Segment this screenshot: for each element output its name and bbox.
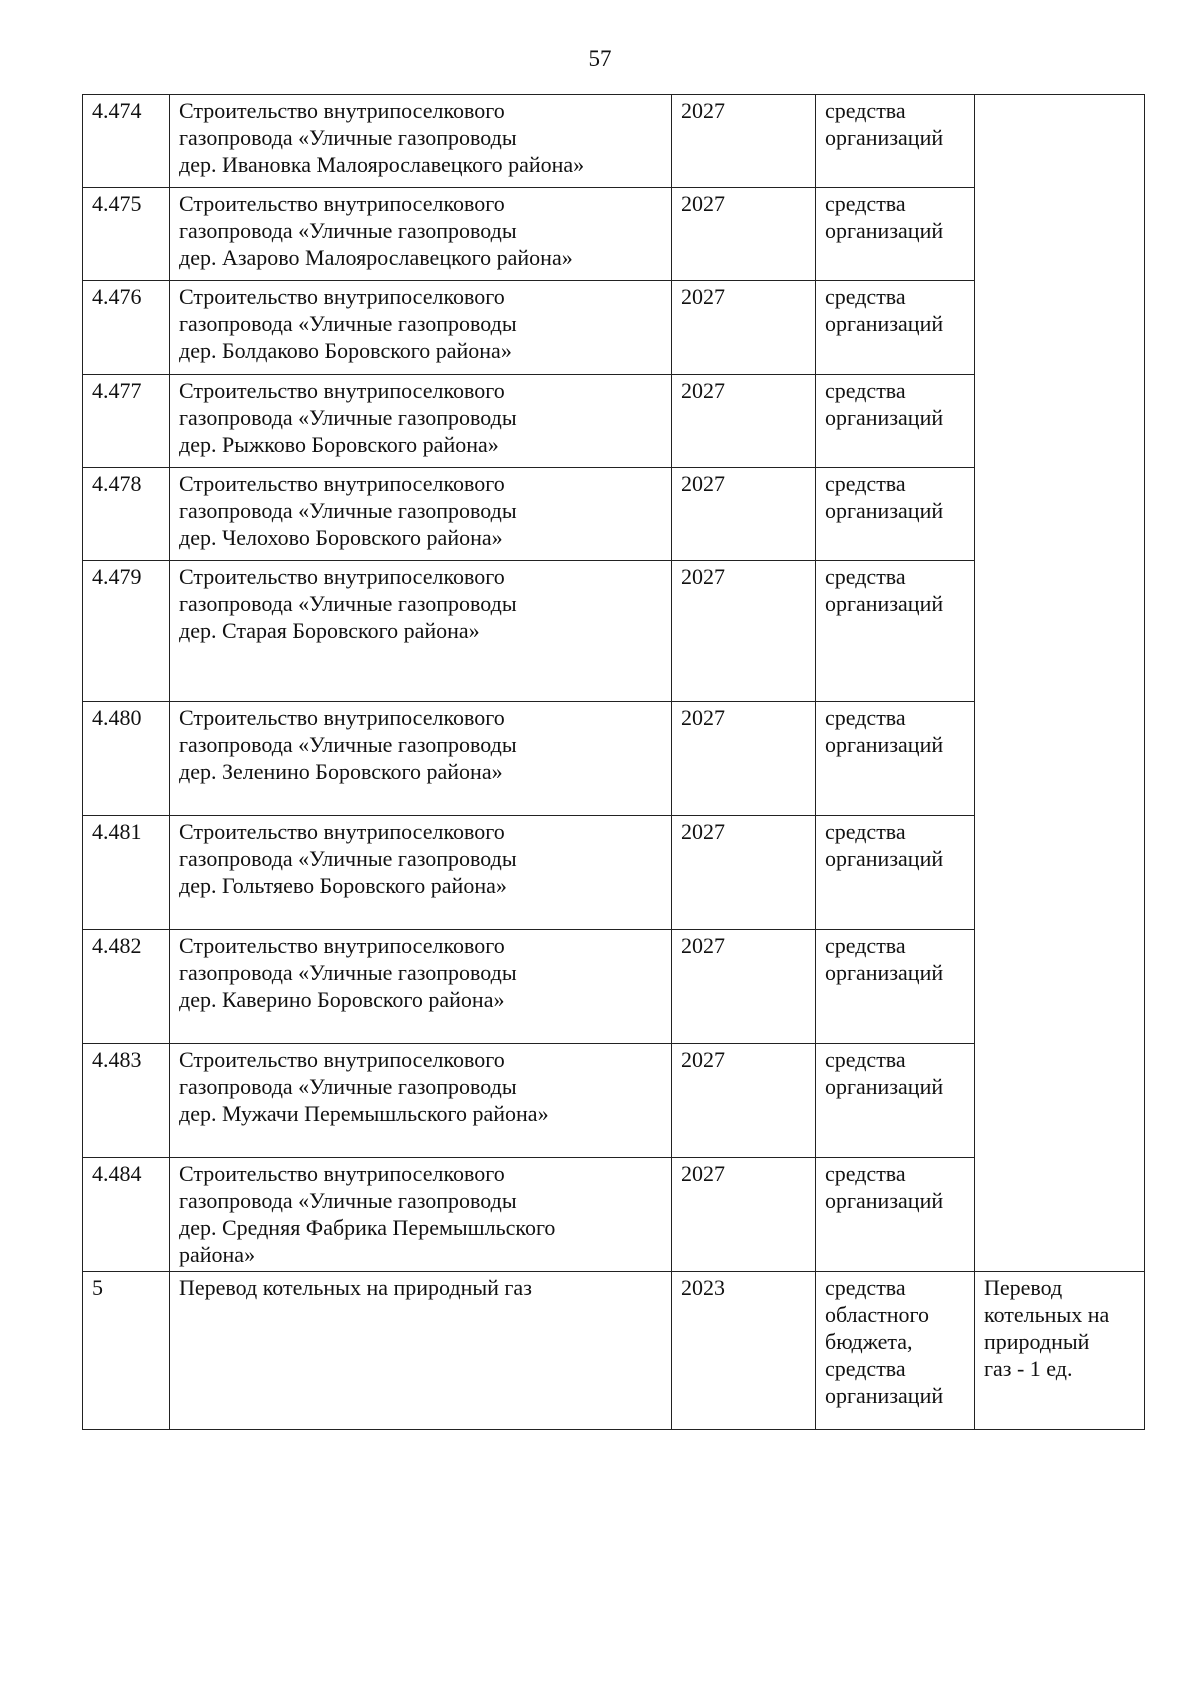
- funding-line: средства: [825, 98, 906, 123]
- description-line: дер. Ивановка Малоярославецкого района»: [179, 152, 585, 177]
- implementation-year: 2027: [672, 930, 816, 1044]
- implementation-year: 2027: [672, 95, 816, 188]
- result-line: котельных на: [984, 1302, 1110, 1327]
- description-line: газопровода «Уличные газопроводы: [179, 311, 517, 336]
- row-number: 4.480: [83, 702, 170, 816]
- description-line: дер. Гольтяево Боровского района»: [179, 873, 507, 898]
- description-line: Строительство внутрипоселкового: [179, 1047, 505, 1072]
- description-line: дер. Каверино Боровского района»: [179, 987, 505, 1012]
- funding-line: организаций: [825, 846, 944, 871]
- activity-description: [170, 281, 672, 375]
- row-number: 4.475: [83, 188, 170, 281]
- funding-line: средства: [825, 1275, 906, 1300]
- funding-line: средства: [825, 564, 906, 589]
- activity-description: [170, 188, 672, 281]
- funding-line: средства: [825, 1047, 906, 1072]
- activity-description: [170, 1158, 672, 1272]
- description-line: дер. Челохово Боровского района»: [179, 525, 503, 550]
- funding-line: бюджета,: [825, 1329, 913, 1354]
- description-line: газопровода «Уличные газопроводы: [179, 218, 517, 243]
- description-line: дер. Рыжково Боровского района»: [179, 432, 499, 457]
- description-line: дер. Мужачи Перемышльского района»: [179, 1101, 549, 1126]
- implementation-year: 2027: [672, 816, 816, 930]
- description-line: Строительство внутрипоселкового: [179, 933, 505, 958]
- activity-description: [170, 816, 672, 930]
- funding-line: средства: [825, 284, 906, 309]
- funding-line: организаций: [825, 125, 944, 150]
- funding-line: организаций: [825, 311, 944, 336]
- expected-result: [975, 1272, 1145, 1430]
- description-line: газопровода «Уличные газопроводы: [179, 1188, 517, 1213]
- funding-line: средства: [825, 378, 906, 403]
- description-line: дер. Болдаково Боровского района»: [179, 338, 512, 363]
- description-line: Строительство внутрипоселкового: [179, 1161, 505, 1186]
- description-line: Строительство внутрипоселкового: [179, 98, 505, 123]
- funding-line: организаций: [825, 1074, 944, 1099]
- funding-line: организаций: [825, 498, 944, 523]
- activity-description: [170, 1044, 672, 1158]
- funding-source: [816, 281, 975, 375]
- funding-line: организаций: [825, 960, 944, 985]
- implementation-year: 2027: [672, 1158, 816, 1272]
- description-line: дер. Азарово Малоярославецкого района»: [179, 245, 573, 270]
- description-line: Строительство внутрипоселкового: [179, 284, 505, 309]
- description-line: дер. Старая Боровского района»: [179, 618, 480, 643]
- description-line: газопровода «Уличные газопроводы: [179, 591, 517, 616]
- funding-line: средства: [825, 471, 906, 496]
- description-line: района»: [179, 1242, 256, 1267]
- row-number: 4.484: [83, 1158, 170, 1272]
- result-line: Перевод: [984, 1275, 1063, 1300]
- implementation-year: 2027: [672, 1044, 816, 1158]
- funding-line: средства: [825, 933, 906, 958]
- description-line: Строительство внутрипоселкового: [179, 564, 505, 589]
- funding-line: организаций: [825, 591, 944, 616]
- row-number: 5: [83, 1272, 170, 1430]
- funding-source: [816, 188, 975, 281]
- description-line: Строительство внутрипоселкового: [179, 378, 505, 403]
- implementation-year: 2027: [672, 561, 816, 702]
- description-line: дер. Средняя Фабрика Перемышльского: [179, 1215, 556, 1240]
- activity-description: [170, 468, 672, 561]
- row-number: 4.477: [83, 375, 170, 468]
- row-number: 4.482: [83, 930, 170, 1044]
- funding-line: организаций: [825, 218, 944, 243]
- result-line: природный: [984, 1329, 1090, 1354]
- funding-source: [816, 1044, 975, 1158]
- funding-line: организаций: [825, 1383, 944, 1408]
- activity-description: [170, 375, 672, 468]
- program-table: [82, 94, 1145, 1430]
- description-line: газопровода «Уличные газопроводы: [179, 732, 517, 757]
- description-line: газопровода «Уличные газопроводы: [179, 1074, 517, 1099]
- description-line: Строительство внутрипоселкового: [179, 191, 505, 216]
- funding-source: [816, 1158, 975, 1272]
- description-line: газопровода «Уличные газопроводы: [179, 125, 517, 150]
- funding-source: [816, 468, 975, 561]
- funding-line: средства: [825, 819, 906, 844]
- description-line: Строительство внутрипоселкового: [179, 819, 505, 844]
- result-line: газ - 1 ед.: [984, 1356, 1073, 1381]
- row-number: 4.478: [83, 468, 170, 561]
- implementation-year: 2027: [672, 468, 816, 561]
- implementation-year: 2027: [672, 702, 816, 816]
- activity-description: [170, 1272, 672, 1430]
- funding-line: организаций: [825, 405, 944, 430]
- implementation-year: 2027: [672, 281, 816, 375]
- table-row: [83, 1272, 1145, 1430]
- funding-source: [816, 816, 975, 930]
- funding-line: средства: [825, 191, 906, 216]
- description-line: Строительство внутрипоселкового: [179, 705, 505, 730]
- row-number: 4.483: [83, 1044, 170, 1158]
- row-number: 4.481: [83, 816, 170, 930]
- description-line: газопровода «Уличные газопроводы: [179, 960, 517, 985]
- funding-source: [816, 930, 975, 1044]
- funding-line: организаций: [825, 1188, 944, 1213]
- result-cell-empty: [975, 95, 1145, 1272]
- row-number: 4.476: [83, 281, 170, 375]
- activity-description: [170, 95, 672, 188]
- funding-line: организаций: [825, 732, 944, 757]
- activity-description: [170, 930, 672, 1044]
- implementation-year: 2027: [672, 375, 816, 468]
- funding-source: [816, 1272, 975, 1430]
- funding-line: средства: [825, 1161, 906, 1186]
- funding-source: [816, 95, 975, 188]
- description-line: Перевод котельных на природный газ: [179, 1275, 532, 1300]
- description-line: газопровода «Уличные газопроводы: [179, 846, 517, 871]
- implementation-year: 2023: [672, 1272, 816, 1430]
- row-number: 4.474: [83, 95, 170, 188]
- page-number: 57: [588, 46, 612, 71]
- funding-source: [816, 561, 975, 702]
- activity-description: [170, 561, 672, 702]
- funding-line: средства: [825, 1356, 906, 1381]
- activity-description: [170, 702, 672, 816]
- funding-source: [816, 375, 975, 468]
- implementation-year: 2027: [672, 188, 816, 281]
- description-line: дер. Зеленино Боровского района»: [179, 759, 503, 784]
- funding-source: [816, 702, 975, 816]
- funding-line: средства: [825, 705, 906, 730]
- row-number: 4.479: [83, 561, 170, 702]
- description-line: газопровода «Уличные газопроводы: [179, 405, 517, 430]
- description-line: газопровода «Уличные газопроводы: [179, 498, 517, 523]
- table-row: [83, 95, 1145, 188]
- description-line: Строительство внутрипоселкового: [179, 471, 505, 496]
- funding-line: областного: [825, 1302, 930, 1327]
